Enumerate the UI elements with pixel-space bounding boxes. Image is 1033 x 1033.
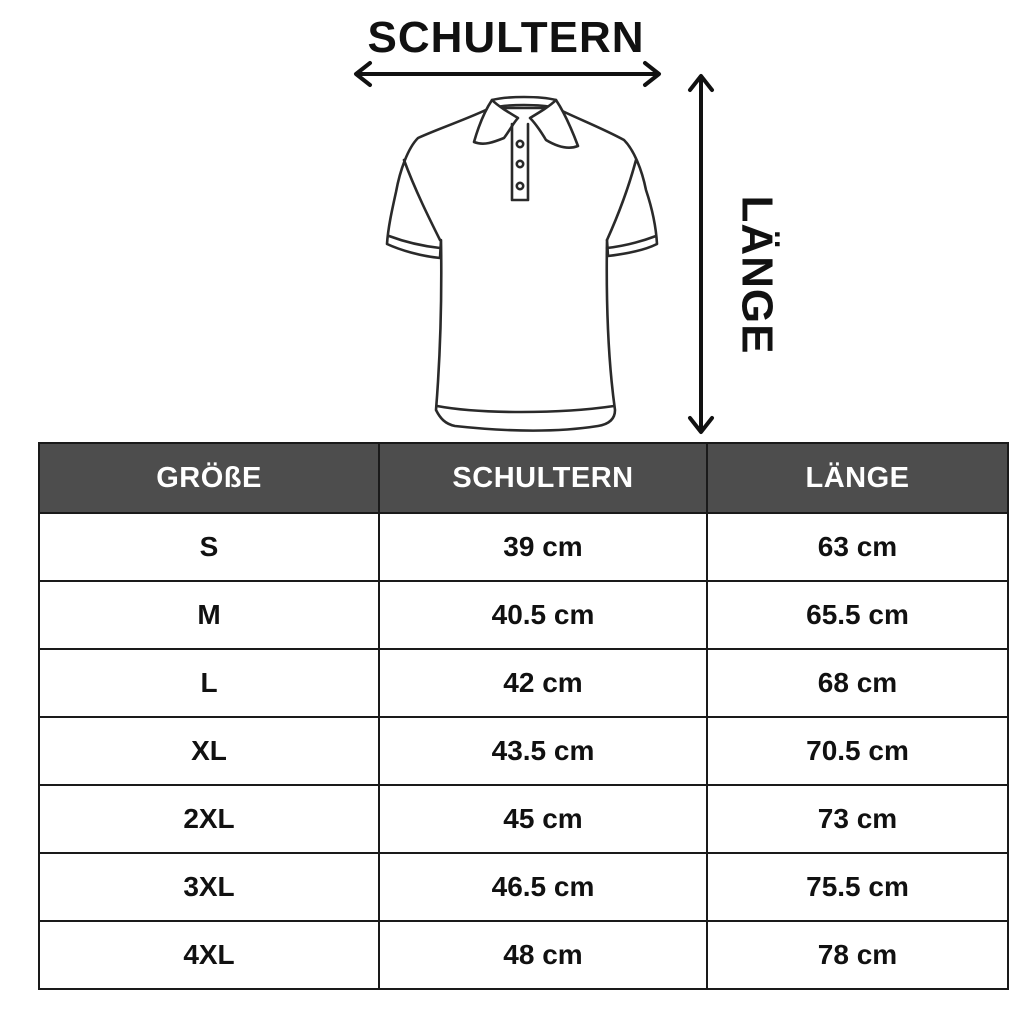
cell-size: L <box>39 649 379 717</box>
cell-size: 3XL <box>39 853 379 921</box>
cell-shoulders: 39 cm <box>379 513 707 581</box>
cell-shoulders: 42 cm <box>379 649 707 717</box>
double-arrow-vertical-icon <box>690 76 712 432</box>
cell-size: 4XL <box>39 921 379 989</box>
cell-size: S <box>39 513 379 581</box>
table-row <box>39 853 1008 921</box>
table-row <box>39 717 1008 785</box>
cell-size: 2XL <box>39 785 379 853</box>
cell-length: 70.5 cm <box>707 717 1008 785</box>
table-row <box>39 921 1008 989</box>
shoulders-label-text: SCHULTERN <box>367 13 645 62</box>
table-row <box>39 785 1008 853</box>
header-shoulders: SCHULTERN <box>379 443 707 513</box>
cell-length: 68 cm <box>707 649 1008 717</box>
cell-length: 73 cm <box>707 785 1008 853</box>
cell-shoulders: 46.5 cm <box>379 853 707 921</box>
cell-shoulders: 48 cm <box>379 921 707 989</box>
polo-shirt-icon <box>387 97 657 431</box>
cell-length: 78 cm <box>707 921 1008 989</box>
cell-length: 75.5 cm <box>707 853 1008 921</box>
cell-size: XL <box>39 717 379 785</box>
header-length: LÄNGE <box>707 443 1008 513</box>
table-row <box>39 581 1008 649</box>
length-label-text: LÄNGE <box>732 195 781 355</box>
header-size: GRÖßE <box>39 443 379 513</box>
table-row <box>39 649 1008 717</box>
table-header-row <box>39 443 1008 513</box>
garment-illustration <box>0 0 1033 440</box>
cell-length: 63 cm <box>707 513 1008 581</box>
double-arrow-horizontal-icon <box>356 63 659 85</box>
cell-size: M <box>39 581 379 649</box>
cell-shoulders: 40.5 cm <box>379 581 707 649</box>
table-row <box>39 513 1008 581</box>
cell-shoulders: 45 cm <box>379 785 707 853</box>
cell-length: 65.5 cm <box>707 581 1008 649</box>
size-table <box>38 442 1009 990</box>
cell-shoulders: 43.5 cm <box>379 717 707 785</box>
